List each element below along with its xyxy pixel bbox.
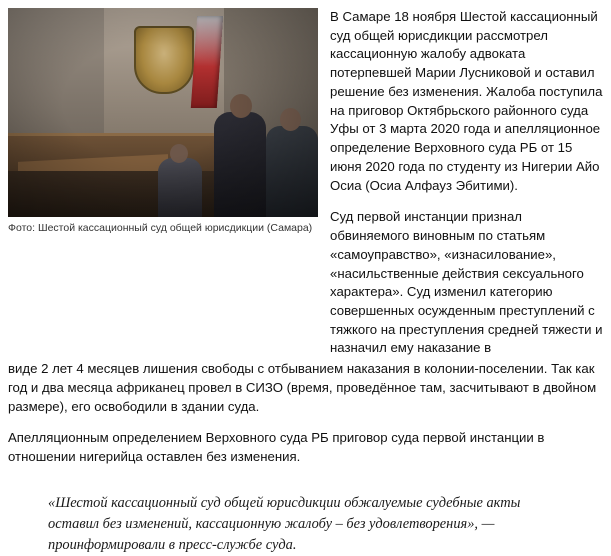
article-figure — [8, 8, 318, 236]
figure-caption: Фото: Шестой кассационный суд общей юрисдикции (Самара) — [8, 222, 313, 234]
pull-quote: «Шестой кассационный суд общей юрисдикции обжалуемые судебные акты оставил без изменений, кассационную жалобу – без удовлетворения», — проинформировали в пресс-службе суда. — [48, 494, 521, 553]
paragraph-3: виде 2 лет 4 месяцев лишения свободы с отбыванием наказания в колонии-поселении. Так как год и два месяца африканец провел в СИЗО (время, проведённое там, засчитывают в двойном размере), его освободили в здании суда. — [8, 361, 597, 414]
paragraph-4: Апелляционным определением Верховного суда РБ приговор суда первой инстанции в отношении нигерийца оставлен без изменения. — [8, 430, 545, 465]
article-right-column — [330, 4, 603, 358]
paragraph-2: Суд первой инстанции признал обвиняемого виновным по статьям «самоуправство», «изнасилование», «насильственные действия сексуального характера». Суд изменил категорию совершенных осужденным преступлений с тяжкого на преступления средней тяжести и назначил ему наказание в — [330, 209, 603, 356]
photo-vignette — [8, 8, 318, 217]
article-top-section — [8, 4, 603, 358]
article-body-continued — [8, 360, 603, 467]
courtroom-photo — [8, 8, 318, 217]
paragraph-1: В Самаре 18 ноября Шестой кассационный суд общей юрисдикции рассмотрел кассационную жалобу адвоката потерпевшей Марии Лусниковой и оставил решение без изменения. Жалоба поступила на приговор Октябрьского районного суда Уфы от 3 марта 2020 года и апелляционное определение Верховного суда РБ от 15 июня 2020 года по студенту из Нигерии Айо Осиа (Осиа Алфауз Эбитими). — [330, 9, 603, 193]
